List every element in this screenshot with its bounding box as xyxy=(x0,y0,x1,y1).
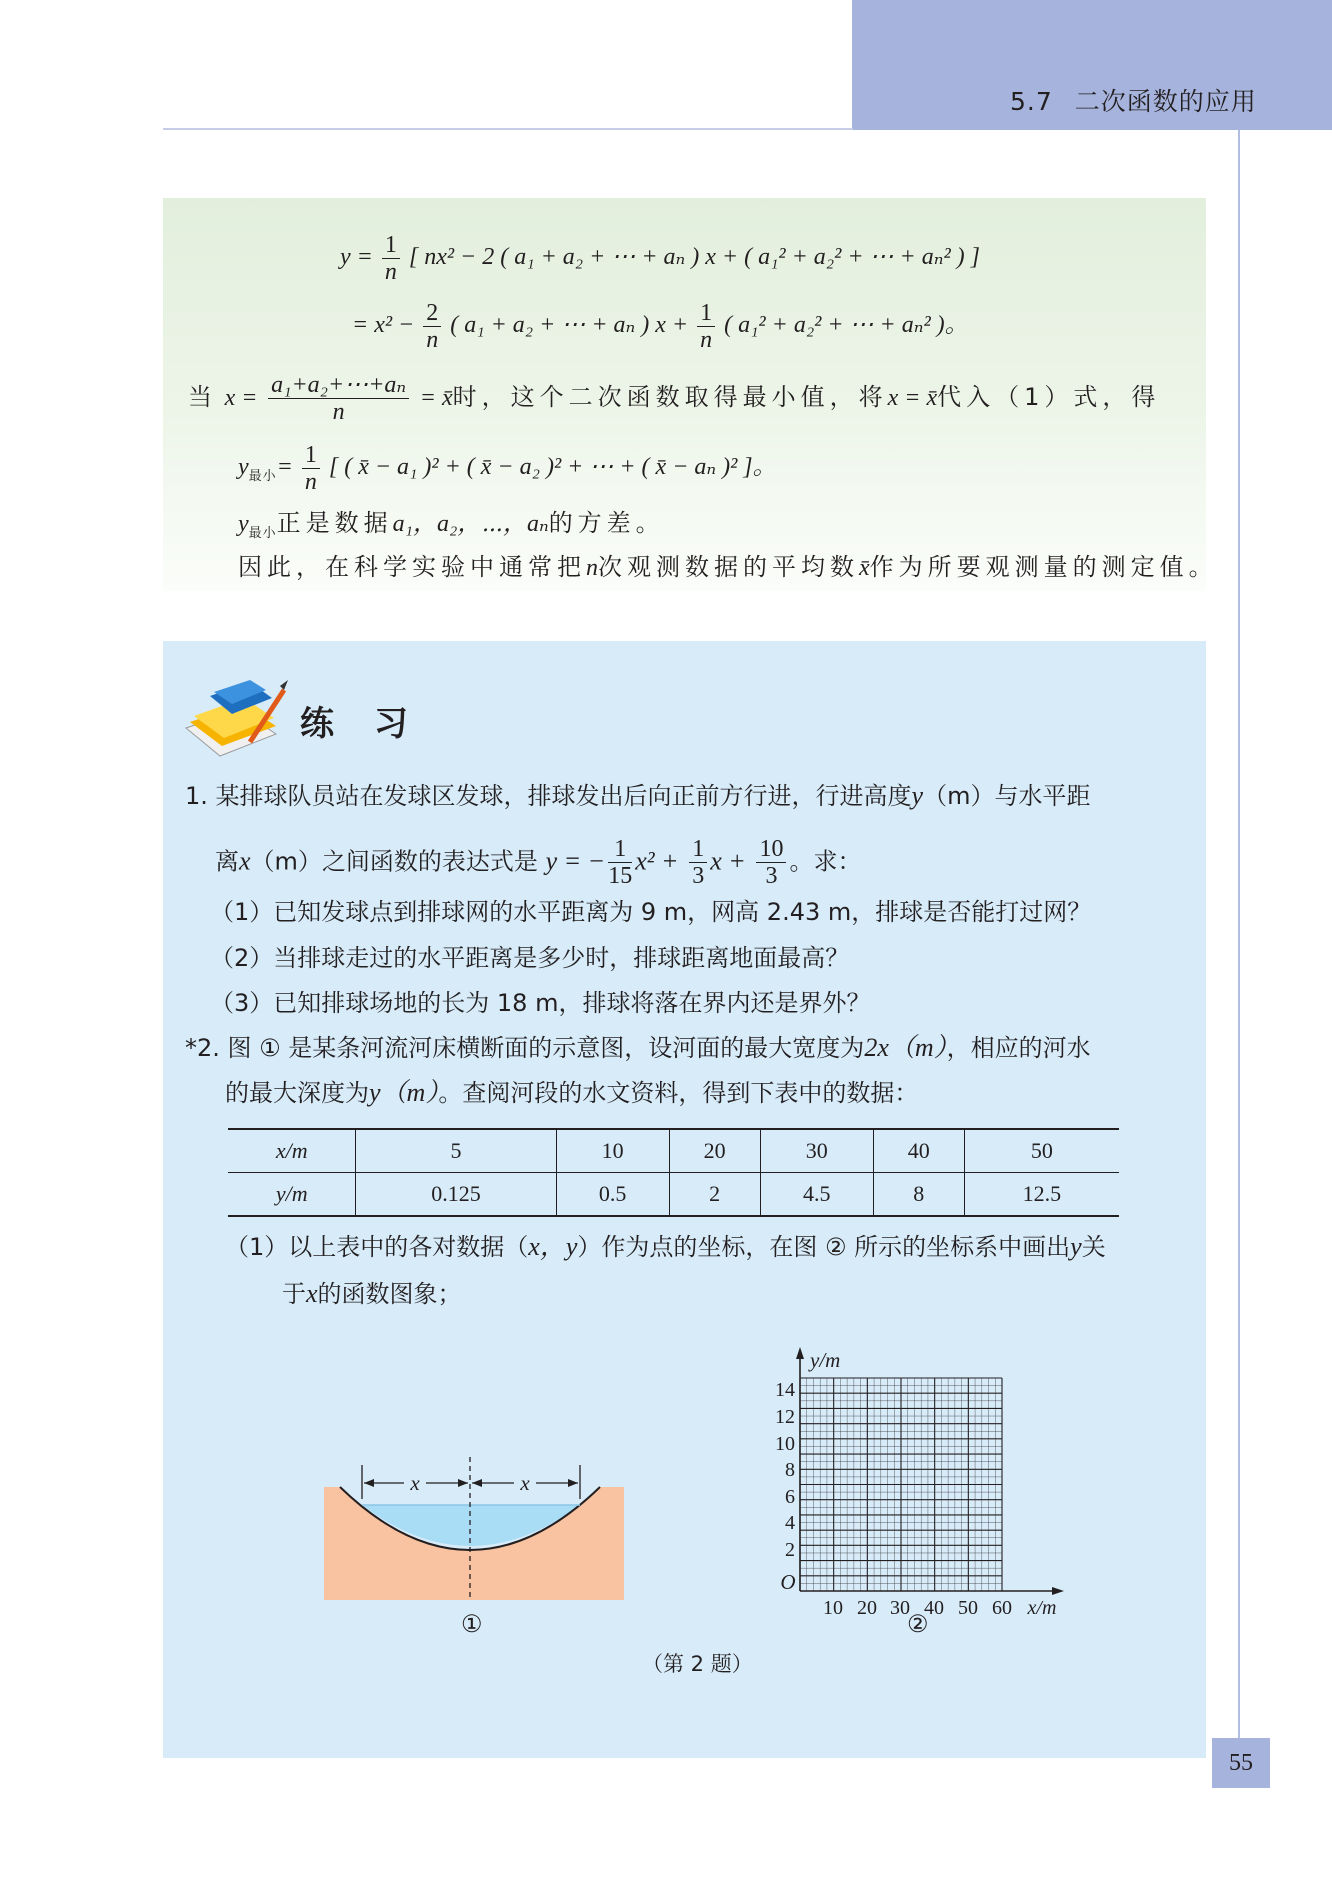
origin-label: O xyxy=(780,1570,796,1594)
books-pencil-icon xyxy=(180,676,290,760)
width-label-left: x xyxy=(410,1471,420,1495)
x-axis-arrow xyxy=(1052,1587,1064,1595)
problem-2-line-1: *2. 图 ① 是某条河流河床横断面的示意图，设河面的最大宽度为2x（m），相应的河水 xyxy=(185,1033,1091,1062)
fraction: $\frac{2}{n}$ xyxy=(423,300,441,353)
x-tick-label: 60 xyxy=(992,1597,1012,1619)
section-header xyxy=(1010,82,1257,118)
x-tick-label: 30 xyxy=(890,1597,910,1619)
y-tick-label: 14 xyxy=(775,1379,795,1401)
derivation-line-5: $y_{最小}$正是数据a₁，a₂，⋯，aₙ的方差。 xyxy=(238,509,665,541)
y-tick-label: 8 xyxy=(785,1459,795,1481)
derivation-line-6: 因此，在科学实验中通常把n次观测数据的平均数x̄作为所要观测量的测定值。 xyxy=(238,553,1218,581)
side-margin-rule xyxy=(1238,130,1240,1740)
table-cell: 40 xyxy=(873,1129,964,1173)
header-rule xyxy=(163,128,853,130)
mean-fraction: $\frac{\text{a₁+a₂+⋯+aₙ}}{n}$ xyxy=(268,372,409,425)
y-tick-label: 2 xyxy=(785,1539,795,1561)
table-cell: 2 xyxy=(669,1173,760,1217)
problem-2-question-1-line-2: 于x的函数图象； xyxy=(282,1279,462,1308)
section-number: 5.7 xyxy=(1010,87,1053,116)
figure-1-caption: ① xyxy=(461,1610,483,1638)
y-tick-label: 4 xyxy=(785,1512,795,1534)
derivation-line-2: = x² − $\frac{2}{n}$ ( a₁ + a₂ + ⋯ + aₙ ) x + $\frac{1}{n}$ ( a₁² + a₂² + ⋯ + aₙ² )。 xyxy=(352,300,969,353)
table-cell: 12.5 xyxy=(964,1173,1119,1217)
figure-caption: （第 2 题） xyxy=(642,1652,753,1676)
x-tick-label: 50 xyxy=(958,1597,978,1619)
fraction: $\frac{1}{n}$ xyxy=(382,232,400,285)
x-tick-label: 20 xyxy=(857,1597,877,1619)
fraction: $\frac{1}{n}$ xyxy=(302,442,320,495)
problem-1-question-2: （2）当排球走过的水平距离是多少时，排球距离地面最高？ xyxy=(210,944,850,972)
grid-lines xyxy=(800,1378,1002,1591)
fraction: $\frac{10}{3}$ xyxy=(756,836,786,889)
table-cell: 4.5 xyxy=(760,1173,873,1217)
derivation-line-1: y = $\frac{1}{n}$ [ nx² − 2 ( a₁ + a₂ + ⋯ + aₙ ) x + ( a₁² + a₂² + ⋯ + aₙ² ) ] xyxy=(340,232,980,285)
x-tick-label: 10 xyxy=(823,1597,843,1619)
fraction: $\frac{1}{15}$ xyxy=(608,836,633,889)
fraction: $\frac{1}{n}$ xyxy=(697,300,715,353)
table-row-label: y/m xyxy=(228,1173,356,1217)
table-cell: 50 xyxy=(964,1129,1119,1173)
problem-1-question-3: （3）已知排球场地的长为 18 m，排球将落在界内还是界外？ xyxy=(210,989,871,1017)
x-axis-label: x/m xyxy=(1027,1597,1057,1619)
y-axis-arrow xyxy=(796,1347,804,1359)
width-label-right: x xyxy=(520,1471,530,1495)
table-cell: 10 xyxy=(556,1129,669,1173)
table-row xyxy=(228,1173,1119,1217)
fraction: $\frac{1}{3}$ xyxy=(689,836,707,889)
data-table xyxy=(228,1128,1119,1217)
page-number: 55 xyxy=(1212,1738,1270,1788)
derivation-line-3: 当 x = $\frac{\text{a₁+a₂+⋯+aₙ}}{n}$ = x̄时，这个二次函数取得最小值，将x = x̄代入（1）式，得 xyxy=(188,372,1161,425)
table-cell: 0.5 xyxy=(556,1173,669,1217)
problem-2-question-1-line-1: （1）以上表中的各对数据（x，y）作为点的坐标，在图 ② 所示的坐标系中画出y关 xyxy=(225,1232,1106,1261)
figure-2-caption: ② xyxy=(907,1610,929,1638)
table-cell: 0.125 xyxy=(356,1173,556,1217)
table-cell: 30 xyxy=(760,1129,873,1173)
problem-2-line-2: 的最大深度为y（m）。查阅河段的水文资料，得到下表中的数据： xyxy=(225,1078,919,1107)
table-row-label: x/m xyxy=(228,1129,356,1173)
section-title: 二次函数的应用 xyxy=(1074,87,1257,116)
derivation-line-4: $y_{最小}=$ $\frac{1}{n}$ [ ( x̄ − a₁ )² + ( x̄ − a₂ )² + ⋯ + ( x̄ − aₙ )² ]。 xyxy=(238,442,777,495)
problem-1-question-1: （1）已知发球点到排球网的水平距离为 9 m，网高 2.43 m，排球是否能打过网？ xyxy=(210,898,1092,926)
river-cross-section-figure xyxy=(318,1455,630,1625)
table-cell: 5 xyxy=(356,1129,556,1173)
coordinate-grid-figure xyxy=(770,1345,1070,1619)
problem-1-line-1: 1. 某排球队员站在发球区发球，排球发出后向正前方行进，行进高度y（m）与水平距 xyxy=(185,781,1091,810)
y-axis-label: y/m xyxy=(810,1348,841,1372)
y-tick-label: 6 xyxy=(785,1486,795,1508)
y-tick-label: 10 xyxy=(775,1433,795,1455)
table-cell: 20 xyxy=(669,1129,760,1173)
table-row xyxy=(228,1129,1119,1173)
problem-1-line-2: 离x（m）之间函数的表达式是 y = − $\frac{1}{15}$ x² + $\frac{1}{3}$ x + $\frac{10}{3}$ 。求： xyxy=(215,836,862,889)
y-tick-label: 12 xyxy=(775,1406,795,1428)
x-tick-label: 40 xyxy=(924,1597,944,1619)
table-cell: 8 xyxy=(873,1173,964,1217)
exercise-title: 练 习 xyxy=(300,704,422,744)
